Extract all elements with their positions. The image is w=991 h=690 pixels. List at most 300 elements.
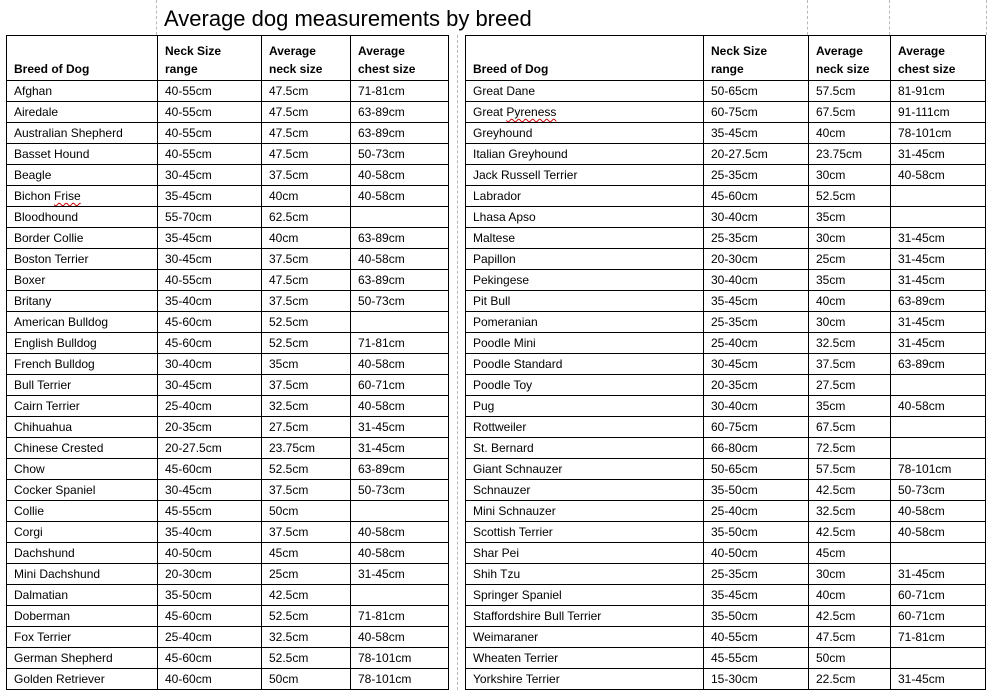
breed-name-cell: Collie	[7, 501, 158, 522]
average-neck-cell: 37.5cm	[262, 480, 351, 501]
table-row	[7, 417, 449, 438]
neck-range-cell: 20-35cm	[158, 417, 262, 438]
average-chest-cell: 31-45cm	[351, 438, 449, 459]
average-neck-cell: 40cm	[262, 228, 351, 249]
table-row	[7, 627, 449, 648]
average-chest-cell: 50-73cm	[351, 480, 449, 501]
average-chest-cell: 31-45cm	[891, 333, 986, 354]
breed-name-cell: Fox Terrier	[7, 627, 158, 648]
table-row	[466, 438, 986, 459]
gridline	[986, 0, 987, 35]
table-row	[7, 312, 449, 333]
average-neck-cell: 52.5cm	[262, 312, 351, 333]
average-neck-cell: 37.5cm	[809, 354, 891, 375]
table-row	[466, 585, 986, 606]
header-average-chest: Average chest size	[891, 36, 986, 81]
average-neck-cell: 40cm	[809, 123, 891, 144]
neck-range-cell: 30-45cm	[158, 480, 262, 501]
table-row	[466, 417, 986, 438]
table-row	[466, 543, 986, 564]
average-neck-cell: 27.5cm	[262, 417, 351, 438]
neck-range-cell: 50-65cm	[704, 459, 809, 480]
table-row	[466, 627, 986, 648]
breed-name-cell: Basset Hound	[7, 144, 158, 165]
neck-range-cell: 40-60cm	[158, 669, 262, 690]
average-chest-cell: 31-45cm	[891, 249, 986, 270]
average-chest-cell: 31-45cm	[891, 564, 986, 585]
table-row	[466, 123, 986, 144]
table-row	[466, 606, 986, 627]
breed-name-cell: Dalmatian	[7, 585, 158, 606]
breed-name-cell: Greyhound	[466, 123, 704, 144]
average-chest-cell: 40-58cm	[891, 396, 986, 417]
table-row	[7, 291, 449, 312]
average-neck-cell: 40cm	[809, 585, 891, 606]
average-chest-cell: 60-71cm	[891, 585, 986, 606]
neck-range-cell: 30-45cm	[704, 354, 809, 375]
document-title: Average dog measurements by breed	[164, 6, 532, 31]
table-row	[466, 333, 986, 354]
average-neck-cell: 50cm	[809, 648, 891, 669]
breed-name-cell: Golden Retriever	[7, 669, 158, 690]
average-chest-cell: 50-73cm	[351, 144, 449, 165]
neck-range-cell: 25-40cm	[704, 501, 809, 522]
neck-range-cell: 40-55cm	[704, 627, 809, 648]
average-chest-cell	[891, 186, 986, 207]
neck-range-cell: 35-50cm	[704, 522, 809, 543]
average-neck-cell: 25cm	[809, 249, 891, 270]
average-chest-cell: 31-45cm	[891, 144, 986, 165]
breed-name-cell: Bloodhound	[7, 207, 158, 228]
average-neck-cell: 40cm	[262, 186, 351, 207]
average-chest-cell: 40-58cm	[351, 522, 449, 543]
average-chest-cell: 63-89cm	[351, 228, 449, 249]
table-row	[466, 102, 986, 123]
spellcheck-squiggle: Pyreness	[506, 105, 557, 119]
average-chest-cell	[891, 543, 986, 564]
neck-range-cell: 45-55cm	[704, 648, 809, 669]
breed-name-cell: Mini Dachshund	[7, 564, 158, 585]
average-neck-cell: 22.5cm	[809, 669, 891, 690]
breed-name-cell: Poodle Mini	[466, 333, 704, 354]
average-neck-cell: 35cm	[262, 354, 351, 375]
breed-name-cell: Papillon	[466, 249, 704, 270]
table-row	[7, 207, 449, 228]
average-chest-cell: 40-58cm	[351, 354, 449, 375]
table-row	[466, 81, 986, 102]
breed-name-cell: Shih Tzu	[466, 564, 704, 585]
average-chest-cell: 31-45cm	[891, 669, 986, 690]
average-neck-cell: 42.5cm	[809, 480, 891, 501]
breed-name-cell: Weimaraner	[466, 627, 704, 648]
table-row	[466, 396, 986, 417]
breed-name-cell: Chow	[7, 459, 158, 480]
average-neck-cell: 23.75cm	[809, 144, 891, 165]
average-chest-cell: 31-45cm	[891, 228, 986, 249]
neck-range-cell: 45-60cm	[158, 648, 262, 669]
average-chest-cell: 50-73cm	[351, 291, 449, 312]
average-chest-cell: 91-111cm	[891, 102, 986, 123]
table-row	[7, 438, 449, 459]
breed-name-cell: German Shepherd	[7, 648, 158, 669]
breed-name-cell: Bull Terrier	[7, 375, 158, 396]
neck-range-cell: 40-55cm	[158, 123, 262, 144]
breed-name-cell: Britany	[7, 291, 158, 312]
breed-name-cell: Cocker Spaniel	[7, 480, 158, 501]
average-chest-cell: 40-58cm	[351, 543, 449, 564]
neck-range-cell: 30-45cm	[158, 375, 262, 396]
measurements-table-left	[6, 35, 449, 690]
breed-name-cell: Chihuahua	[7, 417, 158, 438]
breed-name-cell: Great Dane	[466, 81, 704, 102]
breed-name-cell: Springer Spaniel	[466, 585, 704, 606]
average-neck-cell: 45cm	[262, 543, 351, 564]
table-row	[7, 375, 449, 396]
breed-name-cell: Cairn Terrier	[7, 396, 158, 417]
breed-name-cell: Corgi	[7, 522, 158, 543]
neck-range-cell: 40-55cm	[158, 270, 262, 291]
average-chest-cell: 60-71cm	[891, 606, 986, 627]
average-chest-cell: 78-101cm	[891, 123, 986, 144]
average-chest-cell: 40-58cm	[351, 249, 449, 270]
table-row	[7, 165, 449, 186]
breed-name-cell: English Bulldog	[7, 333, 158, 354]
header-neck-range: Neck Size range	[158, 36, 262, 81]
average-neck-cell: 47.5cm	[809, 627, 891, 648]
breed-name-cell: Poodle Standard	[466, 354, 704, 375]
table-row	[7, 81, 449, 102]
header-average-chest: Average chest size	[351, 36, 449, 81]
neck-range-cell: 20-30cm	[704, 249, 809, 270]
table-row	[7, 186, 449, 207]
average-neck-cell: 32.5cm	[809, 333, 891, 354]
gridline	[807, 0, 808, 35]
average-chest-cell	[891, 375, 986, 396]
neck-range-cell: 55-70cm	[158, 207, 262, 228]
table-row	[7, 270, 449, 291]
average-chest-cell: 60-71cm	[351, 375, 449, 396]
header-neck-range: Neck Size range	[704, 36, 809, 81]
neck-range-cell: 45-60cm	[158, 333, 262, 354]
breed-name-cell: Australian Shepherd	[7, 123, 158, 144]
breed-name-cell: French Bulldog	[7, 354, 158, 375]
average-neck-cell: 40cm	[809, 291, 891, 312]
table-row	[466, 648, 986, 669]
neck-range-cell: 40-50cm	[158, 543, 262, 564]
breed-name-cell: Great Pyreness	[466, 102, 704, 123]
table-row	[7, 606, 449, 627]
table-row	[466, 291, 986, 312]
average-neck-cell: 37.5cm	[262, 375, 351, 396]
table-row	[466, 165, 986, 186]
gridline	[156, 0, 157, 35]
table-row	[7, 144, 449, 165]
table-row	[466, 564, 986, 585]
average-neck-cell: 30cm	[809, 564, 891, 585]
average-neck-cell: 52.5cm	[809, 186, 891, 207]
neck-range-cell: 35-40cm	[158, 291, 262, 312]
average-neck-cell: 37.5cm	[262, 249, 351, 270]
average-neck-cell: 35cm	[809, 396, 891, 417]
average-chest-cell: 81-91cm	[891, 81, 986, 102]
table-row	[466, 522, 986, 543]
breed-name-cell: Giant Schnauzer	[466, 459, 704, 480]
breed-name-cell: Beagle	[7, 165, 158, 186]
table-row	[466, 312, 986, 333]
breed-name-cell: Italian Greyhound	[466, 144, 704, 165]
average-neck-cell: 52.5cm	[262, 606, 351, 627]
average-chest-cell	[891, 648, 986, 669]
neck-range-cell: 35-45cm	[158, 228, 262, 249]
neck-range-cell: 30-40cm	[704, 270, 809, 291]
neck-range-cell: 45-60cm	[158, 459, 262, 480]
breed-name-cell: Bichon Frise	[7, 186, 158, 207]
average-neck-cell: 52.5cm	[262, 333, 351, 354]
table-row	[7, 501, 449, 522]
average-chest-cell: 71-81cm	[351, 333, 449, 354]
average-neck-cell: 47.5cm	[262, 81, 351, 102]
table-row	[7, 564, 449, 585]
average-neck-cell: 23.75cm	[262, 438, 351, 459]
breed-name-cell: Jack Russell Terrier	[466, 165, 704, 186]
average-neck-cell: 35cm	[809, 270, 891, 291]
average-chest-cell: 63-89cm	[891, 354, 986, 375]
neck-range-cell: 50-65cm	[704, 81, 809, 102]
breed-name-cell: Schnauzer	[466, 480, 704, 501]
average-chest-cell: 31-45cm	[891, 270, 986, 291]
neck-range-cell: 35-45cm	[158, 186, 262, 207]
average-chest-cell	[351, 312, 449, 333]
neck-range-cell: 35-50cm	[158, 585, 262, 606]
measurements-table-right	[465, 35, 986, 690]
breed-name-cell: Pekingese	[466, 270, 704, 291]
neck-range-cell: 40-55cm	[158, 144, 262, 165]
average-chest-cell	[351, 501, 449, 522]
breed-name-cell: Lhasa Apso	[466, 207, 704, 228]
average-chest-cell: 40-58cm	[891, 501, 986, 522]
average-chest-cell: 40-58cm	[891, 522, 986, 543]
average-neck-cell: 37.5cm	[262, 165, 351, 186]
neck-range-cell: 20-35cm	[704, 375, 809, 396]
neck-range-cell: 30-40cm	[704, 396, 809, 417]
breed-name-cell: Afghan	[7, 81, 158, 102]
table-row	[466, 249, 986, 270]
neck-range-cell: 60-75cm	[704, 102, 809, 123]
average-chest-cell: 40-58cm	[891, 165, 986, 186]
breed-name-cell: Doberman	[7, 606, 158, 627]
table-row	[466, 228, 986, 249]
average-chest-cell: 71-81cm	[351, 81, 449, 102]
average-chest-cell	[891, 207, 986, 228]
average-neck-cell: 47.5cm	[262, 270, 351, 291]
average-chest-cell: 31-45cm	[351, 564, 449, 585]
average-neck-cell: 50cm	[262, 669, 351, 690]
average-neck-cell: 47.5cm	[262, 123, 351, 144]
breed-name-cell: American Bulldog	[7, 312, 158, 333]
neck-range-cell: 25-35cm	[704, 312, 809, 333]
average-chest-cell: 31-45cm	[891, 312, 986, 333]
neck-range-cell: 30-40cm	[158, 354, 262, 375]
neck-range-cell: 35-45cm	[704, 585, 809, 606]
table-row	[466, 207, 986, 228]
average-chest-cell: 40-58cm	[351, 627, 449, 648]
table-row	[7, 249, 449, 270]
average-neck-cell: 32.5cm	[262, 396, 351, 417]
breed-name-cell: Mini Schnauzer	[466, 501, 704, 522]
average-chest-cell: 78-101cm	[891, 459, 986, 480]
neck-range-cell: 20-27.5cm	[704, 144, 809, 165]
average-chest-cell	[351, 207, 449, 228]
neck-range-cell: 66-80cm	[704, 438, 809, 459]
average-neck-cell: 57.5cm	[809, 81, 891, 102]
neck-range-cell: 40-55cm	[158, 81, 262, 102]
average-neck-cell: 47.5cm	[262, 102, 351, 123]
neck-range-cell: 45-60cm	[158, 606, 262, 627]
neck-range-cell: 25-40cm	[158, 627, 262, 648]
table-row	[466, 669, 986, 690]
average-neck-cell: 30cm	[809, 312, 891, 333]
neck-range-cell: 20-30cm	[158, 564, 262, 585]
average-neck-cell: 37.5cm	[262, 522, 351, 543]
breed-name-cell: Pomeranian	[466, 312, 704, 333]
header-breed: Breed of Dog	[7, 36, 158, 81]
average-chest-cell: 31-45cm	[351, 417, 449, 438]
table-row	[466, 354, 986, 375]
average-chest-cell	[891, 438, 986, 459]
neck-range-cell: 35-50cm	[704, 480, 809, 501]
average-chest-cell: 71-81cm	[891, 627, 986, 648]
breed-name-cell: Boston Terrier	[7, 249, 158, 270]
table-row	[7, 102, 449, 123]
average-chest-cell: 50-73cm	[891, 480, 986, 501]
neck-range-cell: 35-45cm	[704, 123, 809, 144]
breed-name-cell: St. Bernard	[466, 438, 704, 459]
table-row	[466, 270, 986, 291]
average-chest-cell: 63-89cm	[351, 459, 449, 480]
neck-range-cell: 35-50cm	[704, 606, 809, 627]
breed-name-cell: Labrador	[466, 186, 704, 207]
average-neck-cell: 57.5cm	[809, 459, 891, 480]
table-row	[466, 186, 986, 207]
neck-range-cell: 25-35cm	[704, 564, 809, 585]
breed-name-cell: Pit Bull	[466, 291, 704, 312]
table-row	[7, 123, 449, 144]
table-row	[466, 480, 986, 501]
table-header-row	[466, 36, 986, 81]
breed-name-cell: Chinese Crested	[7, 438, 158, 459]
breed-name-cell: Boxer	[7, 270, 158, 291]
average-chest-cell: 63-89cm	[351, 102, 449, 123]
average-chest-cell: 78-101cm	[351, 669, 449, 690]
average-neck-cell: 25cm	[262, 564, 351, 585]
table-row	[466, 375, 986, 396]
neck-range-cell: 25-40cm	[158, 396, 262, 417]
average-chest-cell	[891, 417, 986, 438]
gridline	[889, 0, 890, 35]
neck-range-cell: 40-55cm	[158, 102, 262, 123]
neck-range-cell: 35-45cm	[704, 291, 809, 312]
breed-name-cell: Maltese	[466, 228, 704, 249]
average-neck-cell: 32.5cm	[262, 627, 351, 648]
neck-range-cell: 40-50cm	[704, 543, 809, 564]
average-chest-cell: 40-58cm	[351, 165, 449, 186]
average-chest-cell: 40-58cm	[351, 396, 449, 417]
average-neck-cell: 42.5cm	[809, 522, 891, 543]
average-neck-cell: 52.5cm	[262, 648, 351, 669]
average-chest-cell: 40-58cm	[351, 186, 449, 207]
neck-range-cell: 30-45cm	[158, 249, 262, 270]
average-chest-cell: 78-101cm	[351, 648, 449, 669]
header-breed: Breed of Dog	[466, 36, 704, 81]
table-row	[7, 543, 449, 564]
breed-name-cell: Poodle Toy	[466, 375, 704, 396]
average-neck-cell: 27.5cm	[809, 375, 891, 396]
average-neck-cell: 62.5cm	[262, 207, 351, 228]
table-row	[7, 459, 449, 480]
average-chest-cell: 63-89cm	[891, 291, 986, 312]
breed-name-cell: Border Collie	[7, 228, 158, 249]
average-neck-cell: 42.5cm	[262, 585, 351, 606]
table-row	[7, 333, 449, 354]
average-neck-cell: 35cm	[809, 207, 891, 228]
table-row	[466, 459, 986, 480]
breed-name-cell: Scottish Terrier	[466, 522, 704, 543]
neck-range-cell: 45-60cm	[158, 312, 262, 333]
average-neck-cell: 47.5cm	[262, 144, 351, 165]
neck-range-cell: 30-45cm	[158, 165, 262, 186]
average-chest-cell: 63-89cm	[351, 270, 449, 291]
neck-range-cell: 15-30cm	[704, 669, 809, 690]
average-neck-cell: 50cm	[262, 501, 351, 522]
breed-name-cell: Shar Pei	[466, 543, 704, 564]
average-chest-cell: 71-81cm	[351, 606, 449, 627]
neck-range-cell: 25-40cm	[704, 333, 809, 354]
breed-name-cell: Wheaten Terrier	[466, 648, 704, 669]
table-row	[7, 669, 449, 690]
average-neck-cell: 52.5cm	[262, 459, 351, 480]
table-row	[7, 396, 449, 417]
breed-name-cell: Rottweiler	[466, 417, 704, 438]
table-row	[7, 648, 449, 669]
neck-range-cell: 35-40cm	[158, 522, 262, 543]
neck-range-cell: 45-60cm	[704, 186, 809, 207]
header-average-neck: Average neck size	[809, 36, 891, 81]
table-header-row	[7, 36, 449, 81]
average-neck-cell: 45cm	[809, 543, 891, 564]
average-neck-cell: 67.5cm	[809, 417, 891, 438]
average-neck-cell: 72.5cm	[809, 438, 891, 459]
neck-range-cell: 25-35cm	[704, 228, 809, 249]
neck-range-cell: 25-35cm	[704, 165, 809, 186]
table-row	[7, 354, 449, 375]
table-row	[466, 144, 986, 165]
table-row	[7, 480, 449, 501]
table-row	[466, 501, 986, 522]
breed-name-cell: Dachshund	[7, 543, 158, 564]
breed-name-cell: Pug	[466, 396, 704, 417]
neck-range-cell: 45-55cm	[158, 501, 262, 522]
neck-range-cell: 30-40cm	[704, 207, 809, 228]
average-neck-cell: 30cm	[809, 228, 891, 249]
neck-range-cell: 20-27.5cm	[158, 438, 262, 459]
average-neck-cell: 37.5cm	[262, 291, 351, 312]
average-chest-cell	[351, 585, 449, 606]
table-row	[7, 228, 449, 249]
breed-name-cell: Yorkshire Terrier	[466, 669, 704, 690]
average-chest-cell: 63-89cm	[351, 123, 449, 144]
average-neck-cell: 32.5cm	[809, 501, 891, 522]
gridline	[457, 35, 458, 690]
